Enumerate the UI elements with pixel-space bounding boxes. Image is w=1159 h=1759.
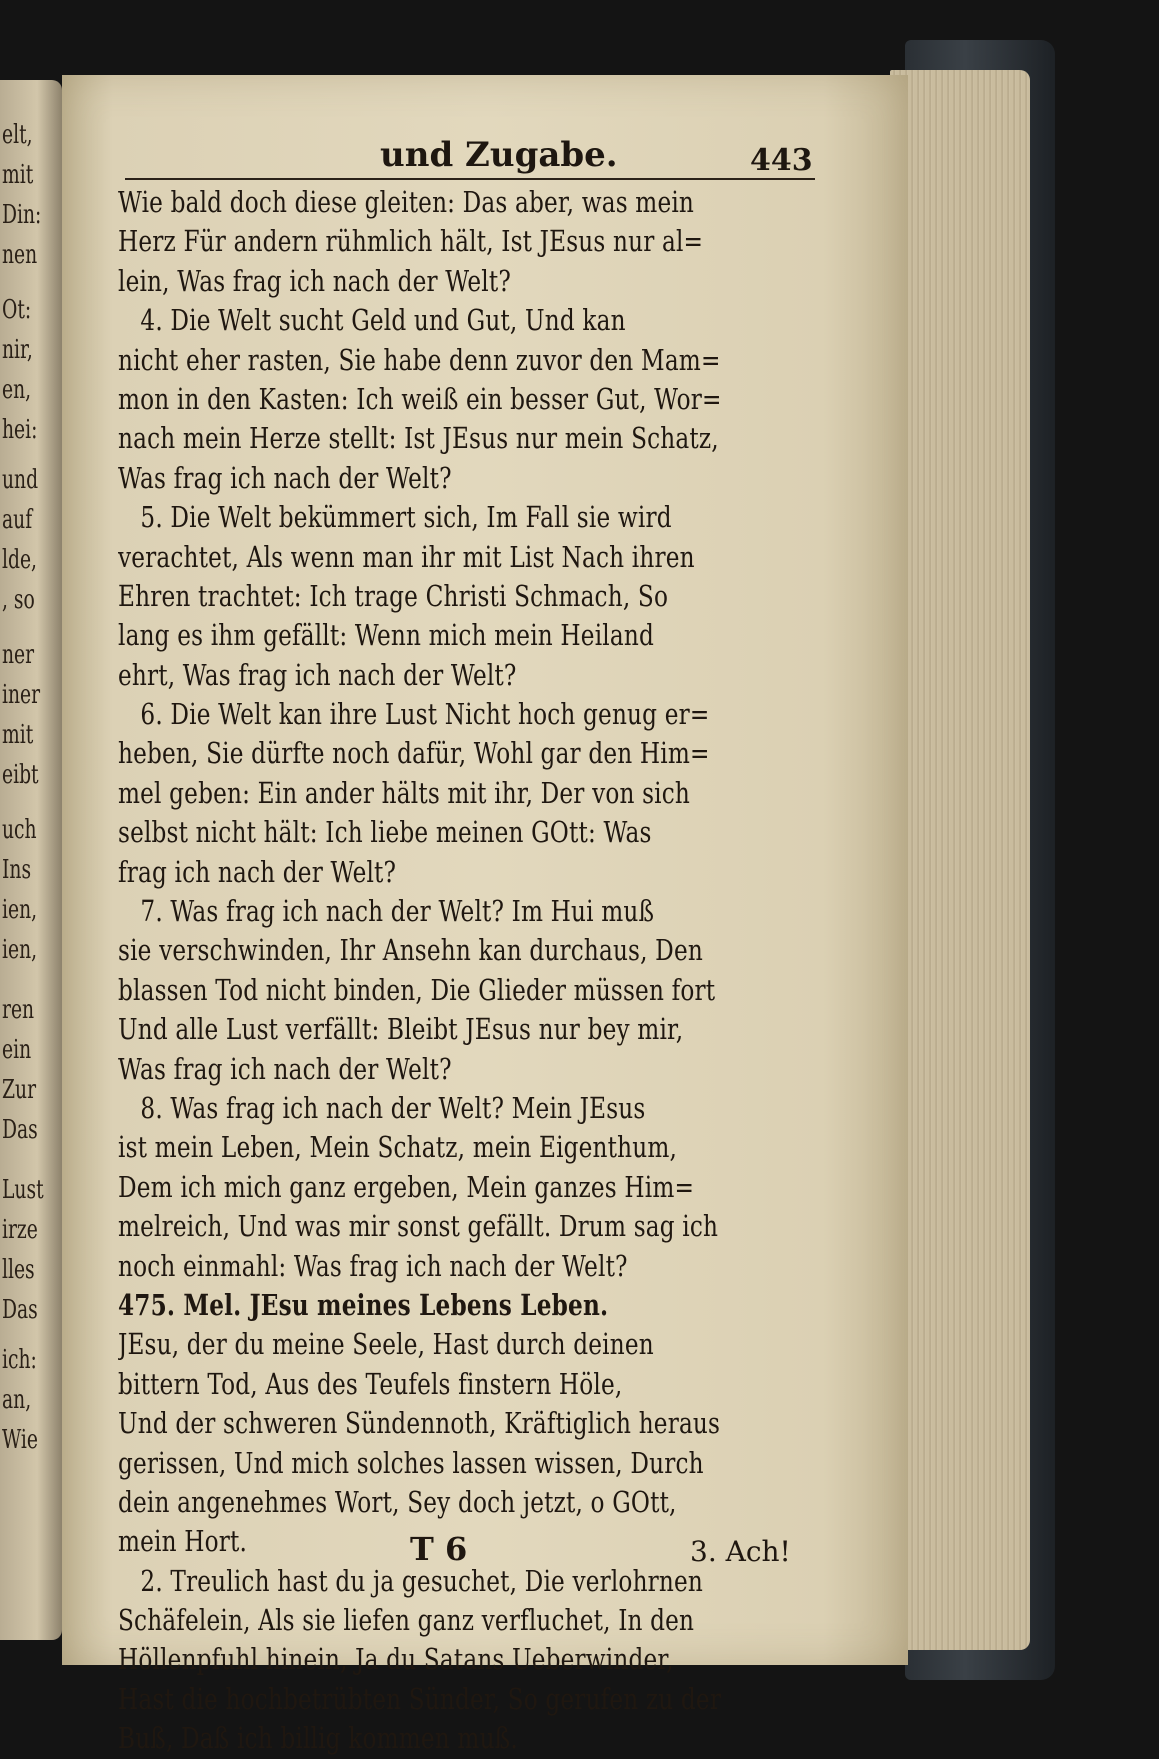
text-line: sie verschwinden, Ihr Ansehn kan durchaus, Den xyxy=(118,933,703,968)
left-page-text: Wie xyxy=(2,1425,38,1455)
left-page-text: uch xyxy=(2,815,37,845)
text-line: dein angenehmes Wort, Sey doch jetzt, o GOtt, xyxy=(118,1484,677,1519)
left-page-text: Ins xyxy=(2,855,32,885)
text-line: selbst nicht hält: Ich liebe meinen GOtt: Was xyxy=(118,815,652,850)
left-page-text: ner xyxy=(2,640,35,670)
text-line: Was frag ich nach der Welt? xyxy=(118,460,452,495)
text-line: ehrt, Was frag ich nach der Welt? xyxy=(118,657,517,692)
left-page-text: eibt xyxy=(2,760,39,790)
left-page-text: mit xyxy=(2,160,34,190)
text-line: gerissen, Und mich solches lassen wissen, Durch xyxy=(118,1445,704,1480)
left-page-text: nir, xyxy=(2,335,33,365)
signature-mark: T 6 xyxy=(410,1530,468,1568)
text-line: lein, Was frag ich nach der Welt? xyxy=(118,263,511,298)
catchword: 3. Ach! xyxy=(690,1535,791,1568)
text-line: Herz Für andern rühmlich hält, Ist JEsus nur al= xyxy=(118,224,704,259)
left-page-text: ich: xyxy=(2,1345,37,1375)
text-line: Wie bald doch diese gleiten: Das aber, was mein xyxy=(118,185,695,219)
text-line: verachtet, Als wenn man ihr mit List Nach ihren xyxy=(118,539,695,574)
page-edges xyxy=(890,70,1030,1650)
text-line: noch einmahl: Was frag ich nach der Welt? xyxy=(118,1248,628,1283)
text-line: melreich, Und was mir sonst gefällt. Drum sag ich xyxy=(118,1209,719,1244)
text-line: 7. Was frag ich nach der Welt? Im Hui muß xyxy=(140,894,655,929)
left-page-text: mit xyxy=(2,720,34,750)
text-line: Schäfelein, Als sie liefen ganz verfluchet, In den xyxy=(118,1603,695,1638)
header-title: und Zugabe. xyxy=(380,135,618,175)
left-page-text: lles xyxy=(2,1255,35,1285)
text-line: 8. Was frag ich nach der Welt? Mein JEsus xyxy=(140,1090,646,1125)
left-page-text: auf xyxy=(2,505,33,535)
text-line: 475. Mel. JEsu meines Lebens Leben. xyxy=(118,1287,609,1322)
text-line: Höllenpfuhl hinein, Ja du Satans Ueberwinder, xyxy=(118,1642,674,1677)
left-page-text: lde, xyxy=(2,545,38,575)
text-line: mein Hort. xyxy=(118,1524,248,1559)
left-page-text: Din: xyxy=(2,200,42,230)
left-page-text: en, xyxy=(2,375,32,405)
left-page-text: und xyxy=(2,465,39,495)
text-line: Ehren trachtet: Ich trage Christi Schmach, So xyxy=(118,578,669,613)
left-page-text: , so xyxy=(2,585,35,615)
text-line: frag ich nach der Welt? xyxy=(118,854,397,889)
left-page-text: iner xyxy=(2,680,41,710)
text-line: Und der schweren Sündennoth, Kräftiglich heraus xyxy=(118,1406,721,1441)
text-line: 5. Die Welt bekümmert sich, Im Fall sie wird xyxy=(140,500,672,535)
left-page-text: nen xyxy=(2,240,38,270)
text-line: 6. Die Welt kan ihre Lust Nicht hoch genug er= xyxy=(140,697,710,732)
text-line: 4. Die Welt sucht Geld und Gut, Und kan xyxy=(140,303,626,338)
left-page-text: elt, xyxy=(2,120,33,150)
text-line: 2. Treulich hast du ja gesuchet, Die verlohrnen xyxy=(140,1563,704,1598)
left-page-text: hei: xyxy=(2,415,38,445)
running-header xyxy=(340,135,820,179)
left-page-text: ien, xyxy=(2,935,38,965)
text-line: Buß, Daß ich billig kommen muß. xyxy=(118,1721,518,1756)
left-page-text: Ot: xyxy=(2,295,32,325)
left-page-text: Zur xyxy=(2,1075,37,1105)
header-rule xyxy=(125,178,815,180)
page-number: 443 xyxy=(750,143,813,178)
text-line: mon in den Kasten: Ich weiß ein besser Gut, Wor= xyxy=(118,381,722,416)
text-line: JEsu, der du meine Seele, Hast durch deinen xyxy=(118,1327,654,1362)
text-line: Hast die hochbetrübten Sünder, So gerufen zu der xyxy=(118,1681,722,1716)
text-line: lang es ihm gefällt: Wenn mich mein Heiland xyxy=(118,618,654,653)
text-line: ist mein Leben, Mein Schatz, mein Eigenthum, xyxy=(118,1130,678,1165)
text-line: mel geben: Ein ander hälts mit ihr, Der von sich xyxy=(118,775,691,810)
left-page-fragment xyxy=(0,80,62,1640)
text-line: Und alle Lust verfällt: Bleibt JEsus nur bey mir, xyxy=(118,1012,684,1047)
left-page-text: Das xyxy=(2,1295,38,1325)
left-page-text: ren xyxy=(2,995,35,1025)
text-line: nach mein Herze stellt: Ist JEsus nur mein Schatz, xyxy=(118,421,719,456)
left-page-text: ein xyxy=(2,1035,32,1065)
text-line: heben, Sie dürfte noch dafür, Wohl gar den Him= xyxy=(118,736,710,771)
left-page-text: Lust xyxy=(2,1175,44,1205)
text-line: nicht eher rasten, Sie habe denn zuvor den Mam= xyxy=(118,342,721,377)
left-page-text: Das xyxy=(2,1115,38,1145)
text-line: Dem ich mich ganz ergeben, Mein ganzes Him= xyxy=(118,1169,695,1204)
text-line: blassen Tod nicht binden, Die Glieder müssen fort xyxy=(118,972,716,1007)
left-page-text: irze xyxy=(2,1215,38,1245)
text-line: Was frag ich nach der Welt? xyxy=(118,1051,452,1086)
left-page-text: an, xyxy=(2,1385,32,1415)
hymn-text xyxy=(118,183,858,1759)
text-line: bittern Tod, Aus des Teufels finstern Höle, xyxy=(118,1366,623,1401)
left-page-text: ien, xyxy=(2,895,38,925)
